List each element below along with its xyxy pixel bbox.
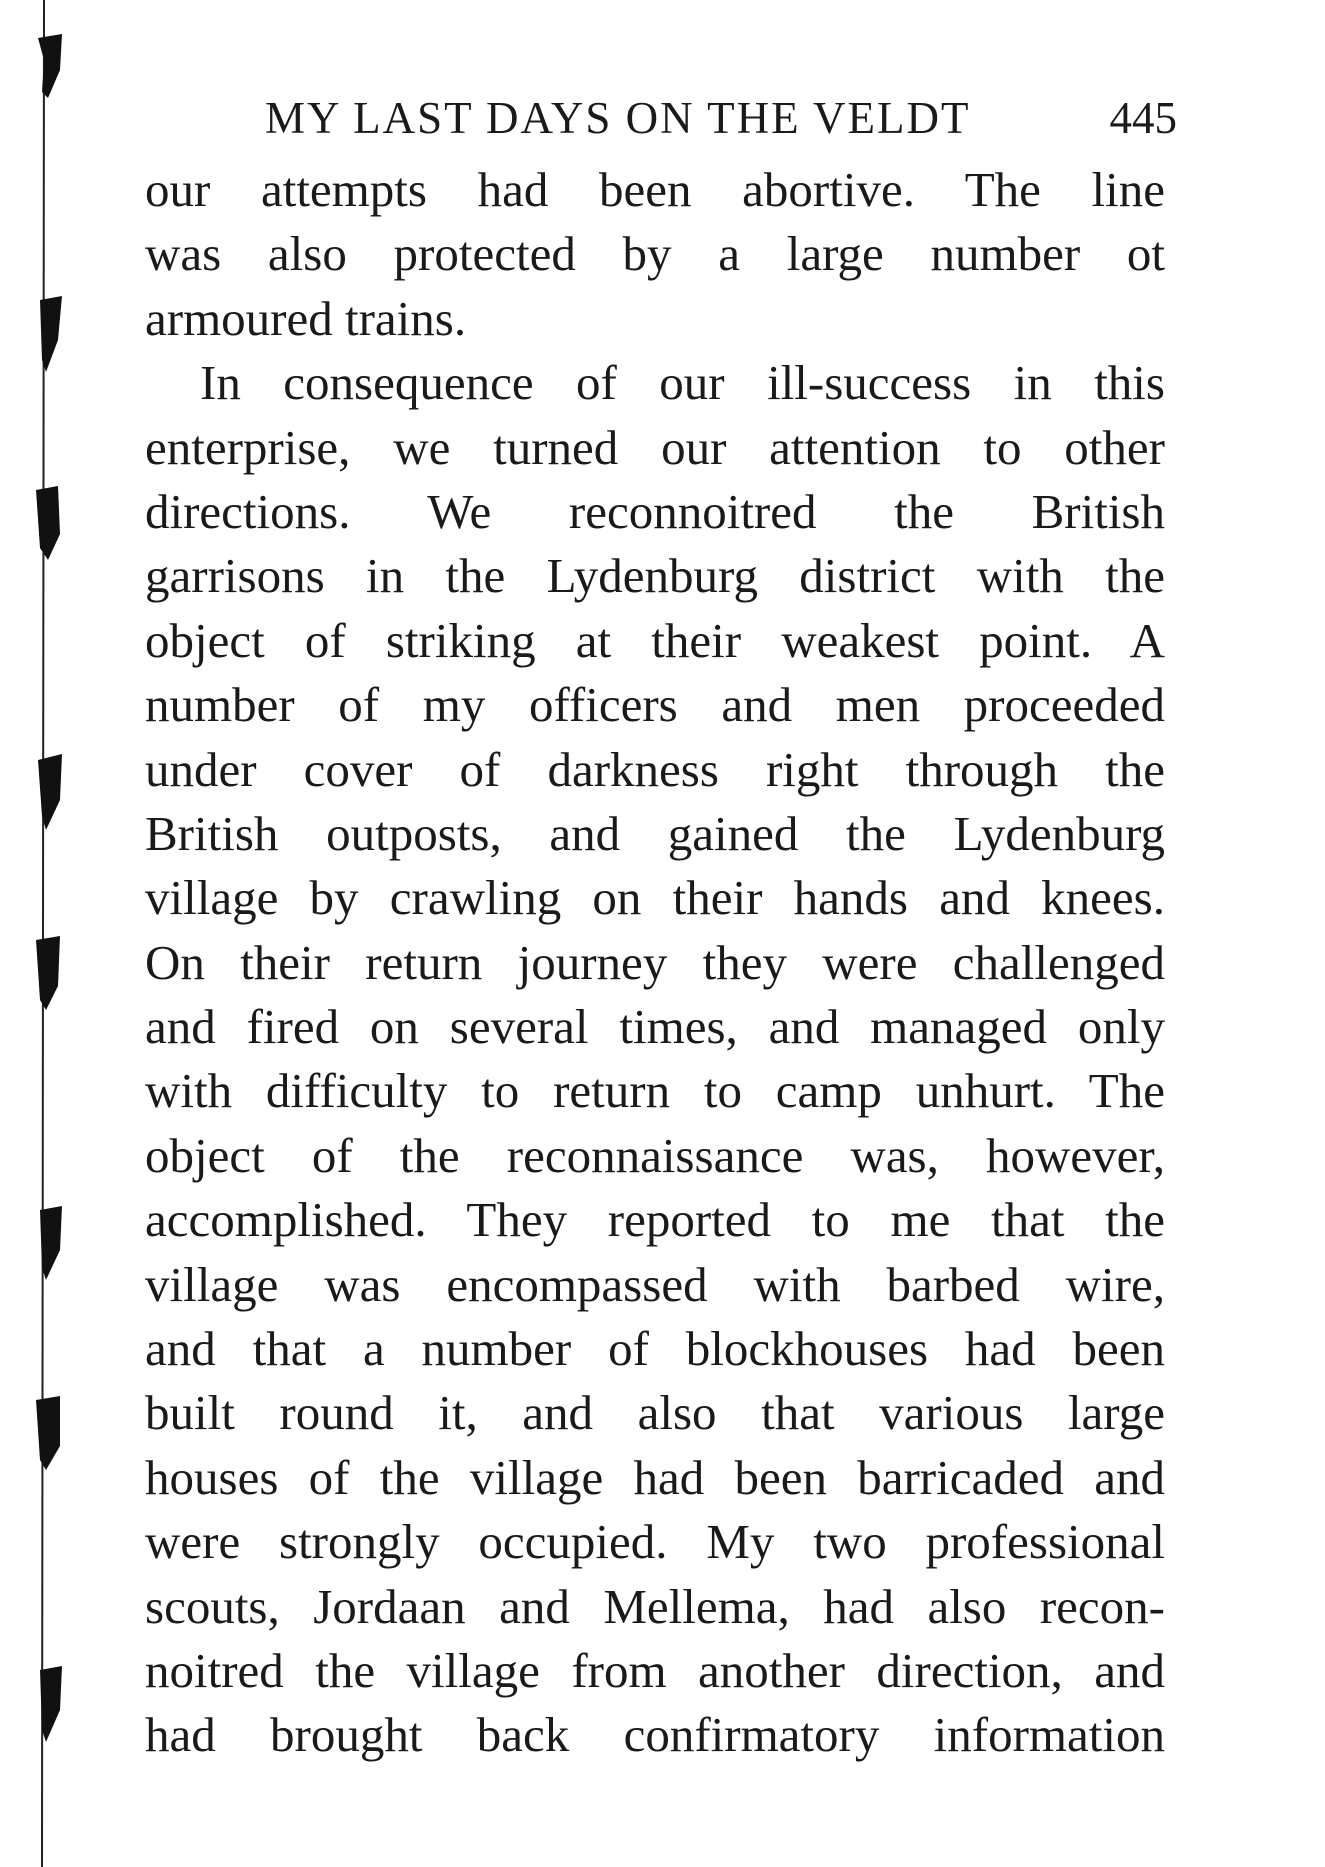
- running-title: MY LAST DAYS ON THE VELDT: [265, 93, 971, 143]
- text-line: was also protected by a large number ot: [145, 226, 1165, 282]
- text-line: and that a number of blockhouses had been: [145, 1321, 1165, 1377]
- text-line: directions. We reconnoitred the British: [145, 483, 1165, 539]
- text-line: object of the reconnaissance was, however,: [145, 1127, 1165, 1183]
- text-line: under cover of darkness right through the: [145, 741, 1165, 797]
- text-line: village by crawling on their hands and knees.: [145, 870, 1165, 926]
- text-line: armoured trains.: [145, 290, 467, 346]
- text-line: scouts, Jordaan and Mellema, had also recon-: [145, 1578, 1165, 1634]
- text-line: built round it, and also that various large: [145, 1385, 1165, 1441]
- text-line: had brought back confirmatory information: [145, 1707, 1165, 1763]
- binding-edge: [0, 0, 80, 1867]
- text-line: British outposts, and gained the Lydenburg: [145, 805, 1165, 861]
- text-line: and fired on several times, and managed only: [145, 999, 1165, 1055]
- text-line: were strongly occupied. My two professional: [145, 1514, 1165, 1570]
- text-line: our attempts had been abortive. The line: [145, 162, 1165, 217]
- text-line: On their return journey they were challenged: [145, 934, 1165, 990]
- text-line: village was encompassed with barbed wire,: [145, 1256, 1165, 1312]
- text-line: garrisons in the Lydenburg district with the: [145, 548, 1165, 604]
- text-line: object of striking at their weakest point. A: [145, 612, 1165, 668]
- text-line: with difficulty to return to camp unhurt. The: [145, 1063, 1165, 1119]
- text-line: In consequence of our ill-success in this: [200, 355, 1165, 411]
- page-number: 445: [1109, 93, 1177, 143]
- page-header: [265, 88, 1177, 148]
- text-line: noitred the village from another direction, and: [145, 1642, 1165, 1698]
- text-line: number of my officers and men proceeded: [145, 677, 1165, 733]
- body-text: [145, 158, 1165, 1768]
- text-line: enterprise, we turned our attention to other: [145, 419, 1165, 475]
- text-line: houses of the village had been barricaded and: [145, 1449, 1165, 1505]
- text-line: accomplished. They reported to me that the: [145, 1192, 1165, 1248]
